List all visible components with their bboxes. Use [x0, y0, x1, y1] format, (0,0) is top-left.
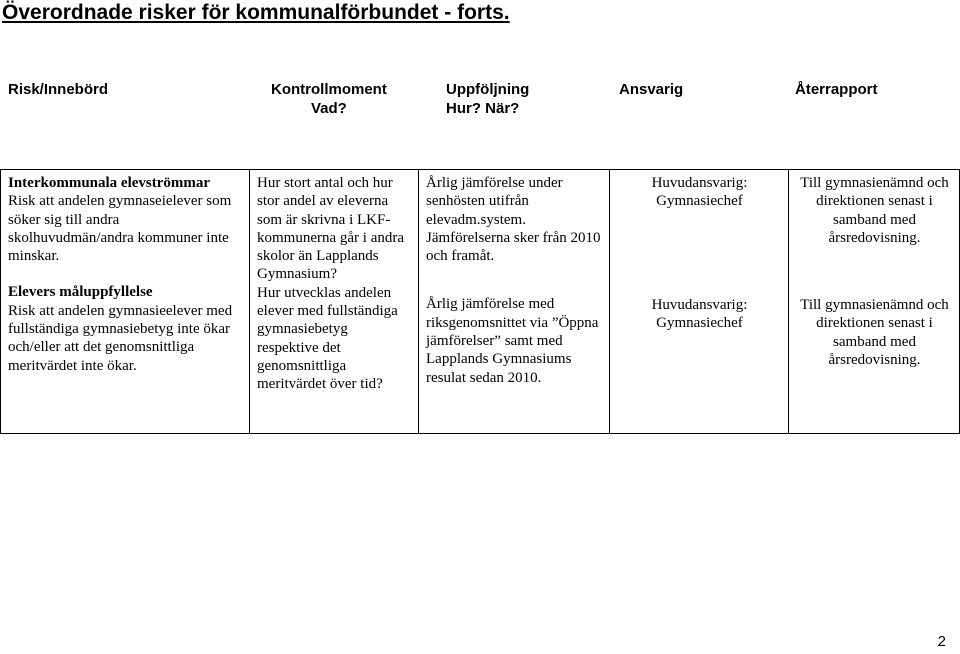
header-report-label: Återrapport — [795, 81, 878, 98]
risk-table — [0, 169, 960, 434]
header-followup — [446, 80, 529, 118]
responsible-2: Huvudansvarig: Gymnasiechef — [651, 296, 748, 331]
table-row — [1, 170, 960, 434]
cell-report — [789, 170, 960, 434]
report-2: Till gymnasienämnd och direktionen senast i samband med årsredovisning. — [800, 297, 949, 369]
cell-control — [250, 170, 419, 434]
risk-2-title: Elevers måluppfyllelse — [8, 284, 153, 301]
header-control-line1: Kontrollmoment — [271, 81, 387, 98]
followup-1: Årlig jämförelse under senhösten utifrån elevadm.system. Jämförelserna sker från 2010 och framåt. — [426, 175, 601, 265]
cell-risk — [1, 170, 250, 434]
control-2: Hur utvecklas andelen elever med fullständiga gymnasiebetyg respektive det genomsnittliga meritvärdet över tid? — [257, 284, 398, 393]
header-control — [271, 80, 387, 118]
header-report — [795, 80, 878, 99]
header-responsible — [619, 80, 683, 99]
responsible-1: Huvudansvarig: Gymnasiechef — [651, 175, 748, 210]
header-risk — [8, 80, 108, 99]
cell-followup — [419, 170, 610, 434]
header-responsible-label: Ansvarig — [619, 81, 684, 98]
risk-1-body: Risk att andelen gymnaseielever som söker sig till andra skolhuvudmän/andra kommuner inte minskar. — [8, 193, 232, 265]
header-followup-line2: Hur? När? — [446, 100, 520, 117]
risk-2-body: Risk att andelen gymnasieelever med fullständiga gymnasiebetyg inte ökar och/eller att det genomsnittliga meritvärdet inte ökar. — [8, 302, 233, 374]
page-number: 2 — [937, 633, 946, 650]
header-followup-line1: Uppföljning — [446, 81, 530, 98]
cell-responsible — [610, 170, 789, 434]
page-title: Överordnade risker för kommunalförbundet - forts. — [2, 1, 510, 24]
header-control-line2: Vad? — [310, 100, 347, 117]
report-1: Till gymnasienämnd och direktionen senast i samband med årsredovisning. — [800, 175, 949, 246]
control-1: Hur stort antal och hur stor andel av eleverna som är skrivna i LKF-kommunerna går i andra skolor än Lapplands Gymnasium? — [257, 175, 405, 283]
followup-2: Årlig jämförelse med riksgenomsnittet via ”Öppna jämförelser” samt med Lapplands Gymnasiums resulat sedan 2010. — [426, 296, 599, 386]
risk-1-title: Interkommunala elevströmmar — [8, 175, 211, 191]
header-risk-label: Risk/Innebörd — [8, 81, 109, 98]
